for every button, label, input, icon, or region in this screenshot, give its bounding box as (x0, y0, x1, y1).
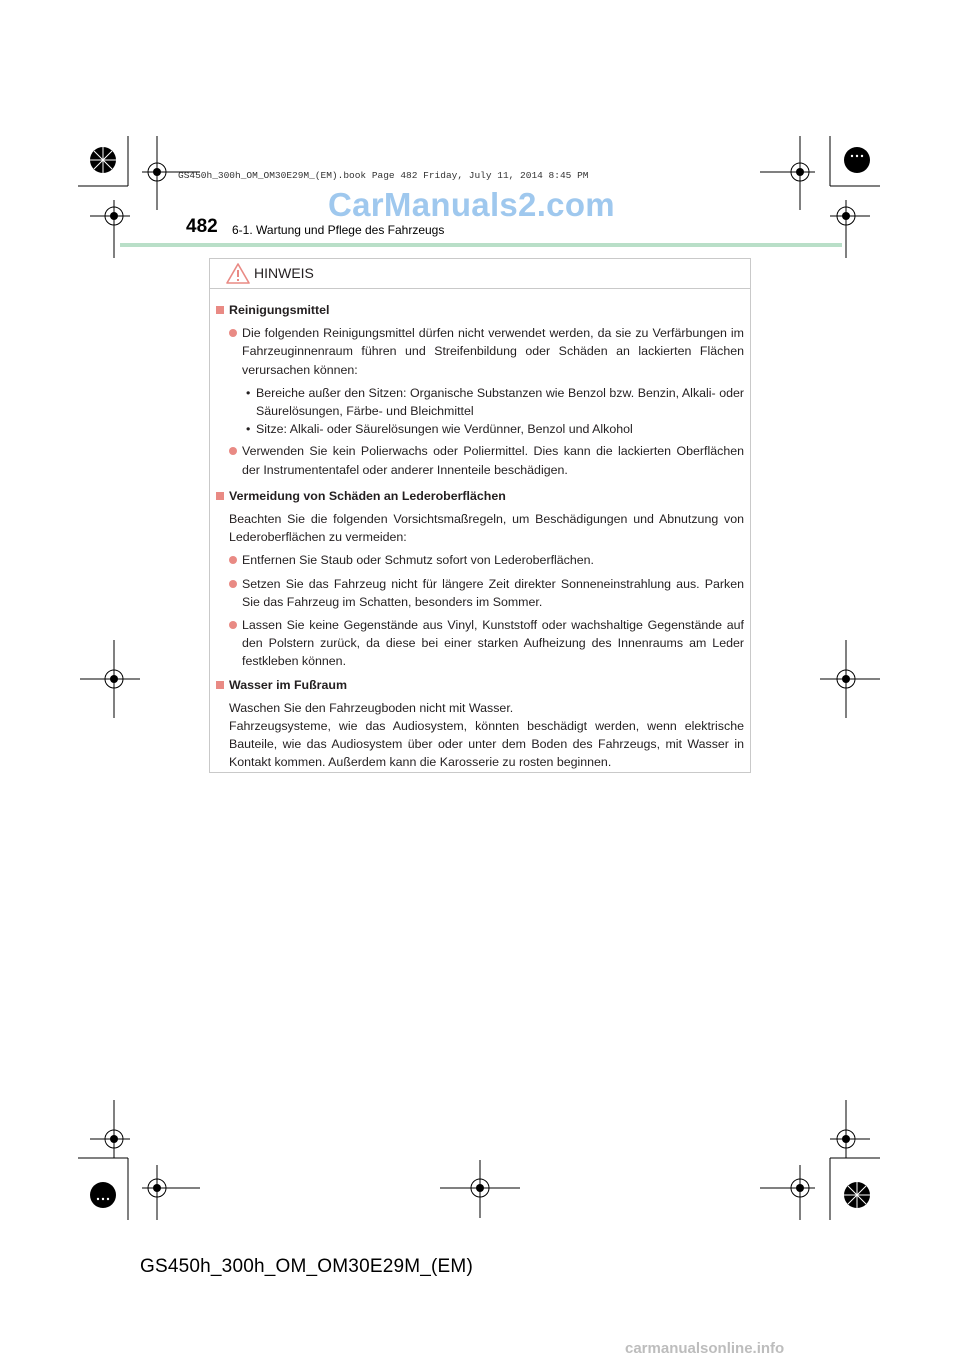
small-dot-icon: • (246, 385, 251, 400)
warning-triangle-icon (226, 263, 250, 284)
round-bullet-icon (229, 329, 237, 337)
round-bullet-icon (229, 580, 237, 588)
list-item: Die folgenden Reinigungsmittel dürfen nicht verwendet werden, da sie zu Verfärbungen im Fahrzeuginnenraum führen und Streifenbildung oder Schäden an lackierten Flächen verursachen können: (210, 324, 750, 379)
paragraph: Beachten Sie die folgenden Vorsichtsmaßregeln, um Beschädigungen und Abnutzung von Lederoberflächen zu vermeiden: (229, 512, 744, 545)
list-item: Verwenden Sie kein Polierwachs oder Poliermittel. Dies kann die lackierten Oberflächen der Instrumententafel oder anderer Innenteile beschädigen. (210, 442, 750, 478)
square-bullet-icon (216, 492, 224, 500)
section-heading: Wasser im Fußraum (210, 676, 750, 694)
notice-content (210, 301, 750, 777)
footer-book-id: GS450h_300h_OM_OM30E29M_(EM) (140, 1256, 473, 1277)
header-rule (120, 243, 842, 247)
paragraph: Fahrzeugsysteme, wie das Audiosystem, könnten beschädigt werden, wenn elektrische Bauteile, wie das Audiosystem über oder unter dem Boden des Fahrzeugs, mit Wasser in Kontakt kommen. Außerdem kann die Karosserie zu rosten beginnen. (229, 719, 744, 770)
square-bullet-icon (216, 306, 224, 314)
notice-title: HINWEIS (254, 265, 314, 281)
page-number: 482 (186, 216, 218, 237)
list-item: Entfernen Sie Staub oder Schmutz sofort von Lederoberflächen. (210, 551, 750, 569)
list-item: Lassen Sie keine Gegenstände aus Vinyl, Kunststoff oder wachshaltige Gegenstände auf den Polstern zurück, da diese bei einer starken Aufheizung des Innenraums am Leder festkleben können. (210, 616, 750, 671)
section-title: 6-1. Wartung und Pflege des Fahrzeugs (232, 223, 445, 237)
notice-header (210, 259, 750, 289)
section-heading: Vermeidung von Schäden an Lederoberflächen (210, 487, 750, 505)
square-bullet-icon (216, 681, 224, 689)
watermark-top: CarManuals2.com (328, 186, 615, 223)
round-bullet-icon (229, 447, 237, 455)
paragraph: Waschen Sie den Fahrzeugboden nicht mit Wasser. (229, 700, 514, 715)
round-bullet-icon (229, 621, 237, 629)
section-heading: Reinigungsmittel (210, 301, 750, 319)
sub-list-item: • Bereiche außer den Sitzen: Organische Substanzen wie Benzol bzw. Benzin, Alkali- oder Säurelösungen, Färbe- und Bleichmittel (246, 385, 744, 419)
list-item: Setzen Sie das Fahrzeug nicht für längere Zeit direkter Sonneneinstrahlung aus. Parken Sie das Fahrzeug im Schatten, besonders im Sommer. (210, 575, 750, 611)
sub-list-item: • Sitze: Alkali- oder Säurelösungen wie Verdünner, Benzol und Alkohol (210, 420, 750, 438)
watermark-bottom: carmanualsonline.info (625, 1340, 785, 1357)
print-info-line: GS450h_300h_OM_OM30E29M_(EM).book Page 482 Friday, July 11, 2014 8:45 PM (178, 170, 589, 181)
small-dot-icon: • (246, 422, 251, 437)
round-bullet-icon (229, 556, 237, 564)
notice-box (209, 258, 751, 773)
